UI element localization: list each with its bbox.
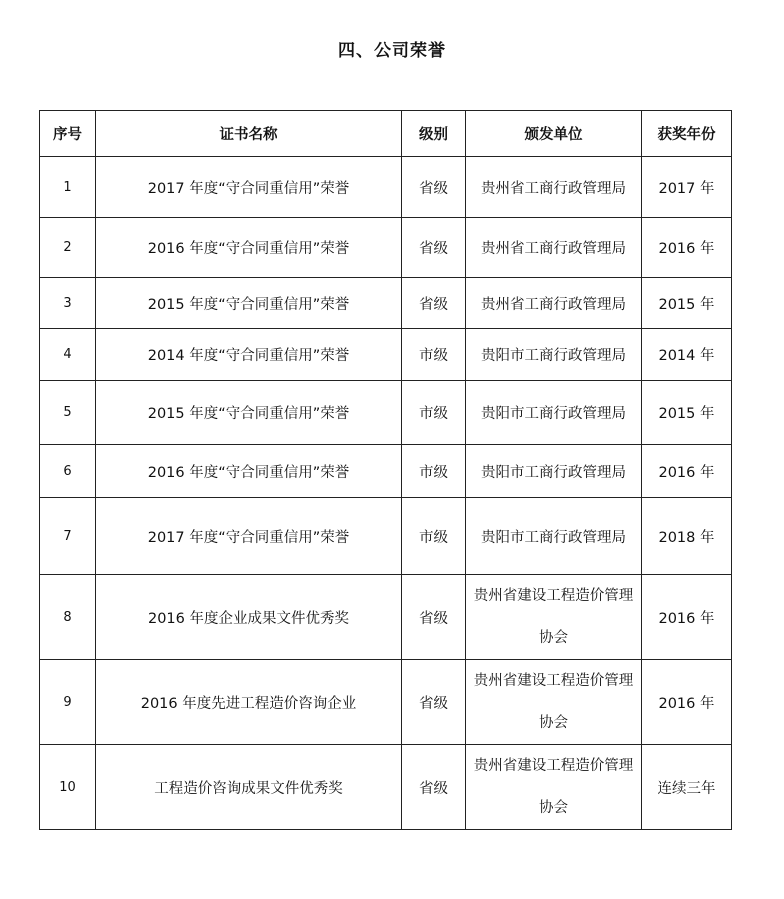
cell-no: 10 — [40, 745, 96, 830]
cell-name: 2016 年度“守合同重信用”荣誉 — [96, 445, 402, 498]
cell-no: 5 — [40, 381, 96, 445]
header-no: 序号 — [40, 111, 96, 157]
cell-year: 2016 年 — [642, 660, 732, 745]
cell-no: 4 — [40, 329, 96, 381]
cell-level: 市级 — [402, 381, 466, 445]
cell-name: 2017 年度“守合同重信用”荣誉 — [96, 498, 402, 575]
cell-level: 省级 — [402, 218, 466, 278]
cell-issuer: 贵州省工商行政管理局 — [466, 157, 642, 218]
cell-issuer: 贵州省建设工程造价管理协会 — [466, 745, 642, 830]
page-title: 四、公司荣誉 — [338, 41, 446, 61]
table-row — [40, 498, 732, 575]
table-row — [40, 381, 732, 445]
cell-level: 省级 — [402, 575, 466, 660]
header-level: 级别 — [402, 111, 466, 157]
cell-issuer: 贵州省工商行政管理局 — [466, 278, 642, 329]
cell-year: 2016 年 — [642, 445, 732, 498]
table-row — [40, 660, 732, 745]
cell-issuer: 贵州省工商行政管理局 — [466, 218, 642, 278]
cell-issuer: 贵州省建设工程造价管理协会 — [466, 660, 642, 745]
table-header-row — [40, 111, 732, 157]
honors-table — [39, 110, 732, 830]
cell-year: 2014 年 — [642, 329, 732, 381]
cell-level: 市级 — [402, 329, 466, 381]
cell-no: 8 — [40, 575, 96, 660]
cell-issuer: 贵阳市工商行政管理局 — [466, 329, 642, 381]
cell-issuer: 贵阳市工商行政管理局 — [466, 445, 642, 498]
header-year: 获奖年份 — [642, 111, 732, 157]
table-row — [40, 329, 732, 381]
cell-name: 2016 年度“守合同重信用”荣誉 — [96, 218, 402, 278]
cell-level: 省级 — [402, 278, 466, 329]
cell-level: 省级 — [402, 660, 466, 745]
cell-year: 2015 年 — [642, 278, 732, 329]
cell-issuer: 贵州省建设工程造价管理协会 — [466, 575, 642, 660]
cell-year: 2018 年 — [642, 498, 732, 575]
cell-no: 9 — [40, 660, 96, 745]
cell-year: 连续三年 — [642, 745, 732, 830]
header-issuer: 颁发单位 — [466, 111, 642, 157]
header-name: 证书名称 — [96, 111, 402, 157]
cell-level: 省级 — [402, 157, 466, 218]
cell-level: 市级 — [402, 498, 466, 575]
cell-year: 2017 年 — [642, 157, 732, 218]
table-row — [40, 157, 732, 218]
table-row — [40, 278, 732, 329]
cell-level: 市级 — [402, 445, 466, 498]
table-row — [40, 445, 732, 498]
cell-no: 6 — [40, 445, 96, 498]
cell-name: 2015 年度“守合同重信用”荣誉 — [96, 381, 402, 445]
cell-year: 2015 年 — [642, 381, 732, 445]
cell-name: 2014 年度“守合同重信用”荣誉 — [96, 329, 402, 381]
table-row — [40, 575, 732, 660]
cell-name: 工程造价咨询成果文件优秀奖 — [96, 745, 402, 830]
cell-name: 2016 年度企业成果文件优秀奖 — [96, 575, 402, 660]
cell-year: 2016 年 — [642, 218, 732, 278]
cell-year: 2016 年 — [642, 575, 732, 660]
table-row — [40, 218, 732, 278]
table-row — [40, 745, 732, 830]
cell-no: 7 — [40, 498, 96, 575]
cell-name: 2016 年度先进工程造价咨询企业 — [96, 660, 402, 745]
cell-issuer: 贵阳市工商行政管理局 — [466, 498, 642, 575]
cell-name: 2015 年度“守合同重信用”荣誉 — [96, 278, 402, 329]
cell-level: 省级 — [402, 745, 466, 830]
cell-no: 3 — [40, 278, 96, 329]
cell-no: 2 — [40, 218, 96, 278]
cell-no: 1 — [40, 157, 96, 218]
cell-issuer: 贵阳市工商行政管理局 — [466, 381, 642, 445]
cell-name: 2017 年度“守合同重信用”荣誉 — [96, 157, 402, 218]
